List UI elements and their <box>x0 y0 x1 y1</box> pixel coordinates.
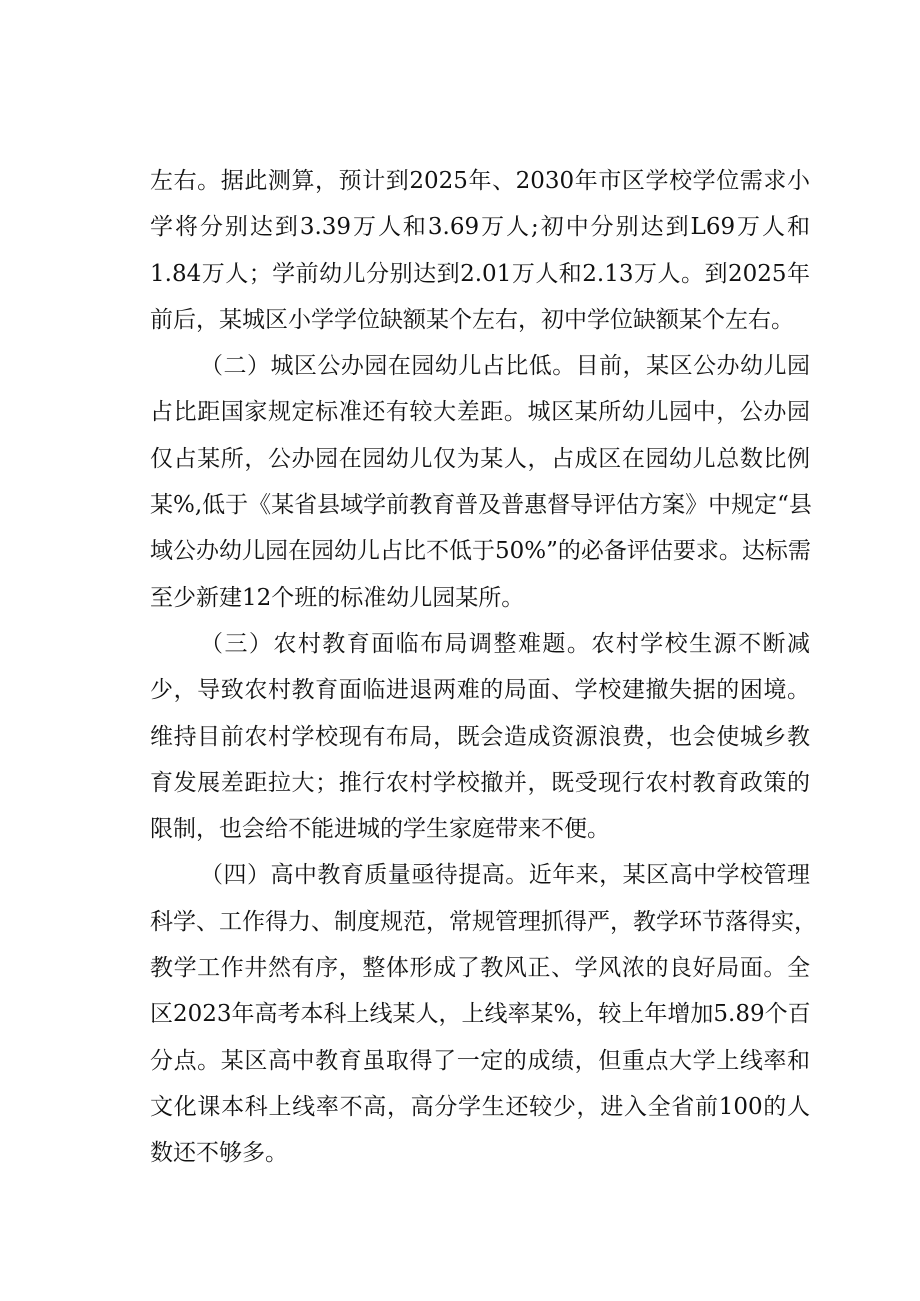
text-line: 分点。某区高中教育虽取得了一定的成绩，但重点大学上线率和 <box>150 1047 810 1074</box>
text-line: 前后，某城区小学学位缺额某个左右，初中学位缺额某个左右。 <box>150 306 794 333</box>
text-line: 占比距国家规定标准还有较大差距。城区某所幼儿园中，公办园 <box>150 399 810 426</box>
text-line: 域公办幼儿园在园幼儿占比不低于50%”的必备评估要求。达标需 <box>150 538 811 565</box>
text-line: 文化课本科上线率不高，高分学生还较少，进入全省前100的人 <box>150 1093 810 1120</box>
text-line: 教学工作井然有序，整体形成了教风正、学风浓的良好局面。全 <box>150 955 810 982</box>
text-line: 仅占某所，公办园在园幼儿仅为某人，占成区在园幼儿总数比例 <box>150 445 810 472</box>
text-line: 左右。据此测算，预计到2025年、2030年市区学校学位需求小 <box>150 168 810 194</box>
text-line: 育发展差距拉大；推行农村学校撤并，既受现行农村教育政策的 <box>150 769 810 796</box>
text-line: 维持目前农村学校现有布局，既会造成资源浪费，也会使城乡教 <box>150 723 810 750</box>
text-line: 至少新建12个班的标准幼儿园某所。 <box>150 584 525 611</box>
text-line: 科学、工作得力、制度规范，常规管理抓得严，教学环节落得实， <box>150 908 817 935</box>
text-line: 区2023年高考本科上线某人，上线率某%，较上年增加5.89个百 <box>150 1001 811 1028</box>
paragraph-first-line: （二）城区公办园在园幼儿占比低。目前，某区公办幼儿园 <box>200 353 810 380</box>
paragraph-first-line: （四）高中教育质量亟待提高。近年来，某区高中学校管理 <box>200 862 810 889</box>
text-line: 限制，也会给不能进城的学生家庭带来不便。 <box>150 816 610 843</box>
paragraph-first-line: （三）农村教育面临布局调整难题。农村学校生源不断减 <box>200 630 810 657</box>
text-line: 学将分别达到3.39万人和3.69万人;初中分别达到L69万人和 <box>150 214 810 241</box>
body-text <box>150 158 817 1177</box>
text-line: 少，导致农村教育面临进退两难的局面、学校建撤失据的困境。 <box>150 677 810 704</box>
text-line: 某%,低于《某省县域学前教育普及普惠督导评估方案》中规定“县 <box>150 492 812 519</box>
text-line: 1.84万人；学前幼儿分别达到2.01万人和2.13万人。到2025年 <box>150 260 810 287</box>
text-line: 数还不够多。 <box>150 1140 288 1167</box>
